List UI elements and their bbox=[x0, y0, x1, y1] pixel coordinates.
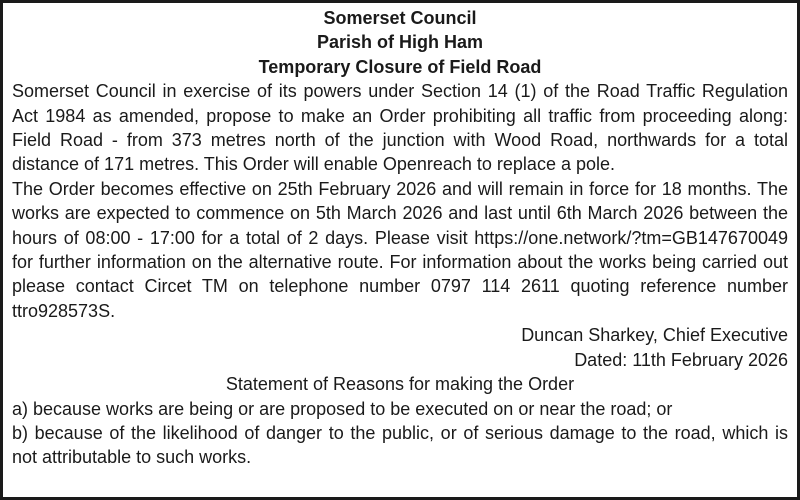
schedule-paragraph bbox=[12, 177, 788, 323]
notice-parish: Parish of High Ham bbox=[316, 32, 484, 53]
notice-authority: Somerset Council bbox=[323, 8, 477, 28]
alternative-route-url: https://one.network/?tm=GB147670049 bbox=[474, 227, 788, 248]
notice-subject: Temporary Closure of Field Road bbox=[258, 56, 542, 77]
reason-a: a) because works are being or are proposed to be executed on or near the road; or bbox=[12, 398, 673, 419]
order-paragraph: Somerset Council in exercise of its powers under Section 14 (1) of the Road Traffic Regulation Act 1984 as amended, propose to make an Order prohibiting all traffic from proceeding along: Field Road - from 373 metres north of the junction with Wood Road, northwards for a total distance of 171 metres. This Order will enable Openreach to replace a pole. bbox=[12, 81, 788, 175]
schedule-text-after-url: for further information on the alternative route. For information about the works being carried out please contact Circet TM on telephone number 0797 114 2611 quoting reference number ttro928573S. bbox=[12, 252, 788, 321]
schedule-text-before-url: The Order becomes effective on 25th February 2026 and will remain in force for 18 months. The works are expected to commence on 5th March 2026 and last until 6th March 2026 between the hours of 08:00 - 17:00 for a total of 2 days. Please visit bbox=[12, 178, 788, 248]
statement-of-reasons-heading: Statement of Reasons for making the Order bbox=[225, 374, 575, 395]
signature-line: Duncan Sharkey, Chief Executive bbox=[521, 325, 788, 346]
dated-line: Dated: 11th February 2026 bbox=[574, 349, 788, 370]
reason-b: b) because of the likelihood of danger to the public, or of serious damage to the road, which is not attributable to such works. bbox=[12, 422, 788, 468]
